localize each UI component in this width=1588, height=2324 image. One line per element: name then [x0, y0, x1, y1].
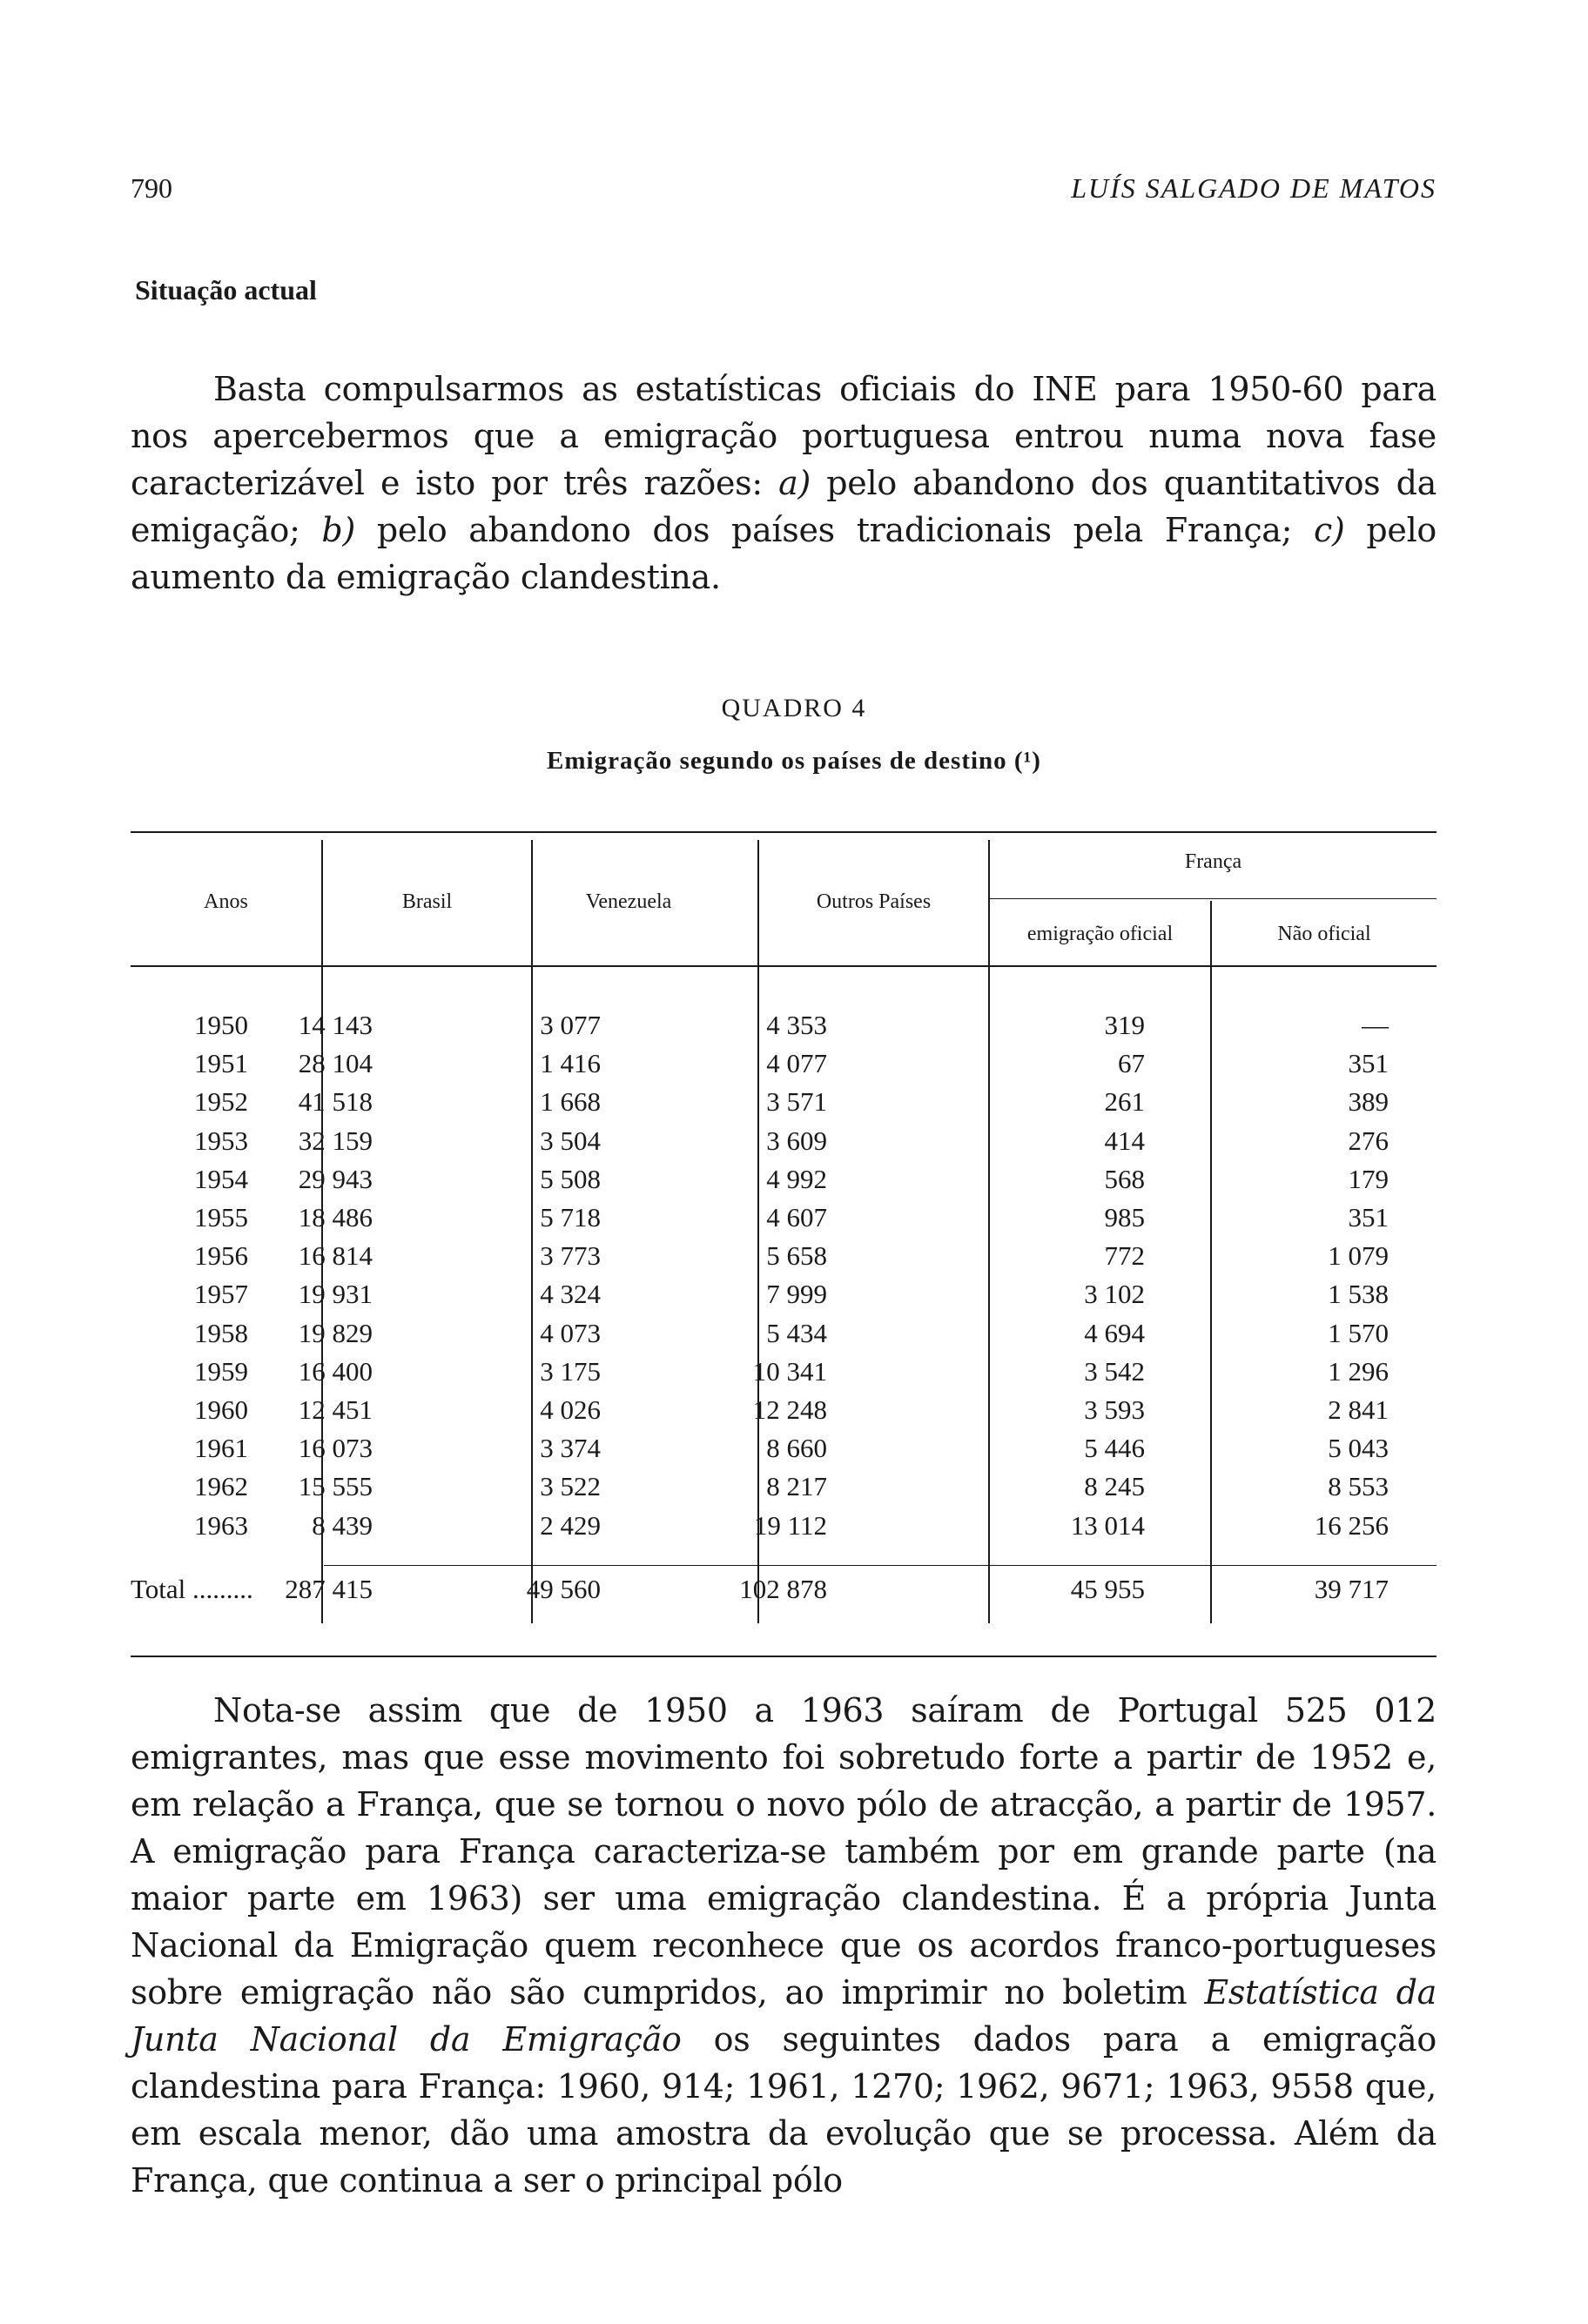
row-outros: 8 660: [766, 1433, 827, 1464]
row-year: 1957: [194, 1279, 248, 1310]
row-outros: 12 248: [752, 1394, 827, 1425]
row-brasil: 16 814: [298, 1240, 373, 1272]
row-year: 1952: [194, 1086, 248, 1118]
row-brasil: 19 931: [298, 1279, 373, 1310]
row-venezuela: 5 508: [540, 1163, 601, 1194]
table-row: [131, 1394, 1437, 1433]
row-franca-nao-oficial: 2 841: [1328, 1394, 1389, 1425]
row-franca-nao-oficial: 389: [1348, 1086, 1389, 1118]
row-brasil: 15 555: [298, 1471, 373, 1502]
row-franca-nao-oficial: 1 570: [1328, 1317, 1389, 1348]
row-franca-oficial: 13 014: [1070, 1509, 1145, 1541]
row-franca-oficial: 67: [1118, 1048, 1145, 1079]
row-brasil: 16 400: [298, 1355, 373, 1387]
row-outros: 7 999: [766, 1279, 827, 1310]
row-venezuela: 3 504: [540, 1125, 601, 1156]
row-outros: 5 434: [766, 1317, 827, 1348]
franca-sub-rule: [988, 898, 1437, 899]
row-franca-nao-oficial: 179: [1348, 1163, 1389, 1194]
row-franca-oficial: 261: [1104, 1086, 1145, 1118]
section-title: Situação actual: [135, 274, 317, 306]
row-year: 1956: [194, 1240, 248, 1272]
row-venezuela: 4 073: [540, 1317, 601, 1348]
row-franca-oficial: 8 245: [1084, 1471, 1145, 1502]
row-outros: 4 607: [766, 1202, 827, 1233]
row-outros: 5 658: [766, 1240, 827, 1272]
table-top-rule: [131, 831, 1437, 833]
row-franca-nao-oficial: 1 079: [1328, 1240, 1389, 1272]
row-brasil: 28 104: [298, 1048, 373, 1079]
analysis-paragraph: Nota-se assim que de 1950 a 1963 saíram de Portugal 525 012 emigrantes, mas que esse movimento foi sobretudo forte a partir de 1952 e, em relação a França, que se tornou o novo pólo de atracção, a partir de 1957. A emigração para França caracteriza-se também por em grande parte (na maior parte em 1963) ser uma emigração clandestina. É a própria Junta Nacional da Emigração quem reconhece que os acordos franco-portugueses sobre emigração não são cumpridos, ao imprimir no boletim Estatística da Junta Nacional da Emigração os seguintes dados para a emigração clandestina para França: 1960, 914; 1961, 1270; 1962, 9671; 1963, 9558 que, em escala menor, dão uma amostra da evolução que se processa. Além da França, que continua a ser o principal pólo: [131, 1691, 1437, 2200]
row-venezuela: 3 773: [540, 1240, 601, 1272]
row-year: 1959: [194, 1355, 248, 1387]
row-brasil: 12 451: [298, 1394, 373, 1425]
row-outros: 3 571: [766, 1086, 827, 1118]
row-venezuela: 3 522: [540, 1471, 601, 1502]
table-row: [131, 1240, 1437, 1279]
table-row: [131, 1125, 1437, 1164]
row-outros: 8 217: [766, 1471, 827, 1502]
row-franca-oficial: 3 542: [1084, 1355, 1145, 1387]
row-brasil: 29 943: [298, 1163, 373, 1194]
row-year: 1962: [194, 1471, 248, 1502]
row-franca-nao-oficial: 1 296: [1328, 1355, 1389, 1387]
header-franca-nao-oficial: Não oficial: [1277, 923, 1371, 945]
row-brasil: 8 439: [312, 1509, 373, 1541]
row-franca-oficial: 414: [1104, 1125, 1145, 1156]
total-row: [131, 1574, 1437, 1612]
row-franca-nao-oficial: 8 553: [1328, 1471, 1389, 1502]
total-label: Total .........: [131, 1574, 253, 1604]
table-row: [131, 1048, 1437, 1086]
page-header: [131, 172, 1437, 207]
row-brasil: 41 518: [298, 1086, 373, 1118]
table-row: [131, 1086, 1437, 1125]
row-franca-oficial: 772: [1104, 1240, 1145, 1272]
emigration-table: [131, 831, 1437, 1658]
header-venezuela: Venezuela: [585, 890, 672, 913]
row-venezuela: 3 374: [540, 1433, 601, 1464]
row-franca-nao-oficial: 16 256: [1314, 1509, 1389, 1541]
table-row: [131, 1279, 1437, 1317]
row-brasil: 16 073: [298, 1433, 373, 1464]
row-venezuela: 1 668: [540, 1086, 601, 1118]
bulletin-title: Estatística da Junta Nacional da Emigração: [131, 1973, 1437, 2059]
row-year: 1955: [194, 1202, 248, 1233]
row-franca-oficial: 5 446: [1084, 1433, 1145, 1464]
header-bottom-rule: [131, 965, 1437, 967]
row-franca-oficial: 568: [1104, 1163, 1145, 1194]
row-franca-nao-oficial: —: [1362, 1010, 1389, 1040]
row-venezuela: 1 416: [540, 1048, 601, 1079]
page-number: 790: [131, 172, 172, 204]
table-title: QUADRO 4: [721, 694, 867, 722]
row-year: 1951: [194, 1048, 248, 1079]
total-outros: 102 878: [739, 1574, 827, 1604]
intro-paragraph: Basta compulsarmos as estatísticas oficiais do INE para 1950-60 para nos apercebermos que a emigração portuguesa entrou numa nova fase caracterizável e isto por três razões: a) pelo abandono dos quantitativos da emigação; b) pelo abandono dos países tradicionais pela França; c) pelo aumento da emigração clandestina.: [131, 370, 1437, 596]
row-year: 1960: [194, 1394, 248, 1425]
row-franca-nao-oficial: 351: [1348, 1202, 1389, 1233]
row-brasil: 19 829: [298, 1317, 373, 1348]
row-year: 1958: [194, 1317, 248, 1348]
total-franca-oficial: 45 955: [1070, 1574, 1145, 1604]
row-franca-nao-oficial: 1 538: [1328, 1279, 1389, 1310]
table-bottom-rule: [131, 1656, 1437, 1657]
header-outros: Outros Países: [816, 890, 932, 913]
row-franca-oficial: 985: [1104, 1202, 1145, 1233]
table-row: [131, 1164, 1437, 1202]
row-venezuela: 3 175: [540, 1355, 601, 1387]
total-franca-nao-oficial: 39 717: [1314, 1574, 1389, 1604]
row-year: 1961: [194, 1433, 248, 1464]
table-row: [131, 1010, 1437, 1048]
row-franca-oficial: 3 593: [1084, 1394, 1145, 1425]
table-row: [131, 1510, 1437, 1548]
row-outros: 4 992: [766, 1163, 827, 1194]
row-outros: 3 609: [766, 1125, 827, 1156]
row-outros: 10 341: [752, 1355, 827, 1387]
row-year: 1963: [194, 1509, 248, 1541]
running-head: LUÍS SALGADO DE MATOS: [1071, 172, 1437, 204]
row-outros: 4 353: [766, 1010, 827, 1040]
table-subtitle: Emigração segundo os países de destino (¹): [547, 747, 1041, 775]
total-venezuela: 49 560: [526, 1574, 601, 1604]
table-row: [131, 1318, 1437, 1356]
row-venezuela: 4 324: [540, 1279, 601, 1310]
row-franca-oficial: 4 694: [1084, 1317, 1145, 1348]
header-franca-oficial: emigração oficial: [1026, 923, 1174, 945]
row-venezuela: 4 026: [540, 1394, 601, 1425]
header-brasil: Brasil: [401, 890, 453, 913]
row-year: 1950: [194, 1010, 248, 1040]
total-brasil: 287 415: [285, 1574, 373, 1604]
header-franca: França: [1184, 850, 1242, 873]
row-venezuela: 5 718: [540, 1202, 601, 1233]
row-franca-oficial: 319: [1104, 1010, 1145, 1040]
table-row: [131, 1202, 1437, 1240]
row-outros: 4 077: [766, 1048, 827, 1079]
row-franca-nao-oficial: 5 043: [1328, 1433, 1389, 1464]
table-row: [131, 1356, 1437, 1394]
row-year: 1953: [194, 1125, 248, 1156]
table-row: [131, 1471, 1437, 1509]
row-brasil: 32 159: [298, 1125, 373, 1156]
row-franca-nao-oficial: 351: [1348, 1048, 1389, 1079]
row-brasil: 14 143: [298, 1010, 373, 1040]
row-franca-nao-oficial: 276: [1348, 1125, 1389, 1156]
total-top-rule: [324, 1565, 1437, 1566]
header-anos: Anos: [204, 890, 248, 913]
row-brasil: 18 486: [298, 1202, 373, 1233]
row-year: 1954: [194, 1163, 248, 1194]
row-venezuela: 2 429: [540, 1509, 601, 1541]
row-outros: 19 112: [753, 1509, 827, 1541]
table-row: [131, 1433, 1437, 1471]
row-venezuela: 3 077: [540, 1010, 601, 1040]
row-franca-oficial: 3 102: [1084, 1279, 1145, 1310]
